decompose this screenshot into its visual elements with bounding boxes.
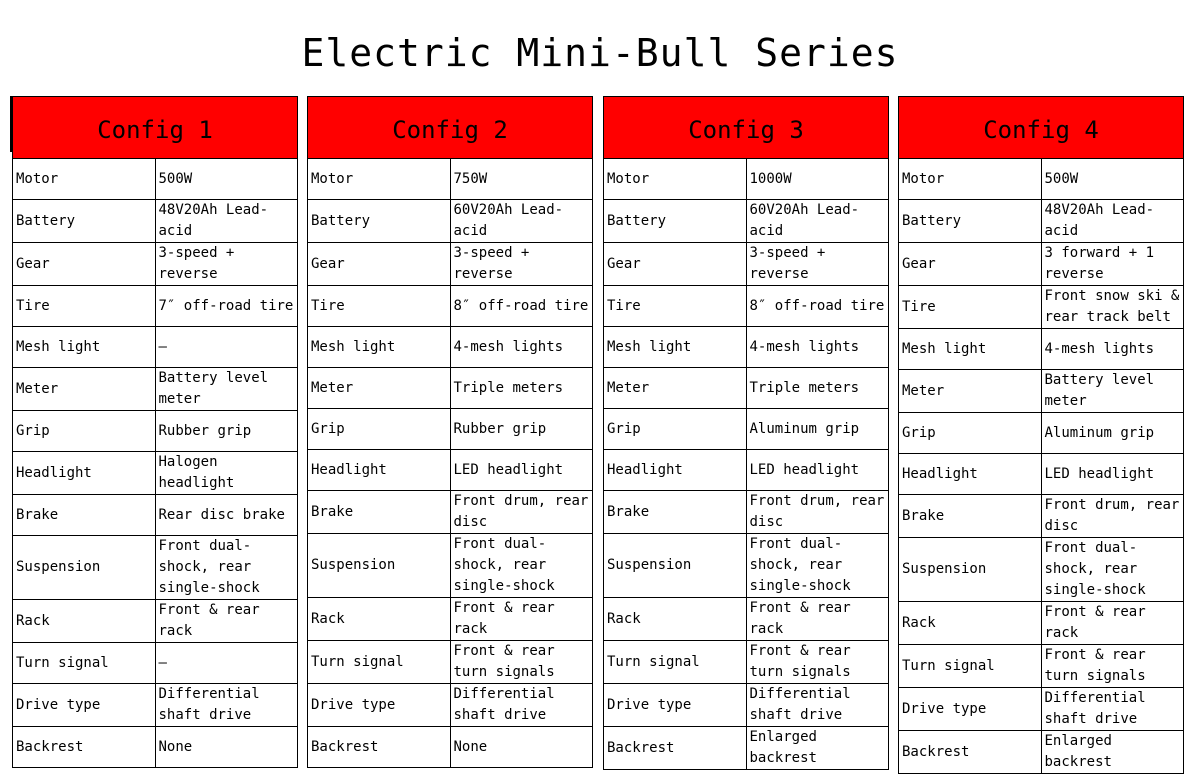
spec-label-cell: Suspension (13, 536, 156, 600)
spec-value-cell: Front drum, rear disc (746, 491, 889, 534)
spec-label-cell: Meter (308, 368, 451, 409)
page-title: Electric Mini-Bull Series (301, 31, 899, 75)
table-row (899, 495, 1184, 538)
spec-label-cell: Drive type (13, 684, 156, 727)
spec-label-cell: Brake (308, 491, 451, 534)
table-row (899, 329, 1184, 370)
spec-value-cell: Front drum, rear disc (450, 491, 593, 534)
table-row (899, 286, 1184, 329)
spec-value-cell: 7″ off-road tire (155, 286, 298, 327)
spec-label-cell: Headlight (604, 450, 747, 491)
spec-label-cell: Gear (899, 243, 1042, 286)
table-row (899, 688, 1184, 731)
table-row (13, 411, 298, 452)
spec-label-cell: Backrest (899, 731, 1042, 774)
spec-value-cell: Rubber grip (155, 411, 298, 452)
table-row (13, 452, 298, 495)
spec-value-cell: 48V20Ah Lead-acid (1041, 200, 1184, 243)
spec-label-cell: Gear (604, 243, 747, 286)
spec-label-cell: Drive type (899, 688, 1042, 731)
table-row (604, 327, 889, 368)
spec-label-cell: Motor (13, 159, 156, 200)
table-row (308, 286, 593, 327)
spec-label-cell: Drive type (308, 684, 451, 727)
spec-label-cell: Suspension (899, 538, 1042, 602)
spec-label-cell: Mesh light (604, 327, 747, 368)
spec-value-cell: 60V20Ah Lead-acid (450, 200, 593, 243)
spec-value-cell: 4-mesh lights (1041, 329, 1184, 370)
spec-label-cell: Meter (899, 370, 1042, 413)
spec-value-cell: Front & rear rack (746, 598, 889, 641)
spec-label-cell: Motor (899, 159, 1042, 200)
spec-value-cell: Aluminum grip (746, 409, 889, 450)
spec-value-cell: 48V20Ah Lead-acid (155, 200, 298, 243)
spec-label-cell: Drive type (604, 684, 747, 727)
spec-label-cell: Rack (899, 602, 1042, 645)
table-row (899, 731, 1184, 774)
table-row (604, 159, 889, 200)
table-row (308, 159, 593, 200)
table-row (13, 643, 298, 684)
spec-value-cell: Front & rear rack (155, 600, 298, 643)
spec-value-cell: Differential shaft drive (1041, 688, 1184, 731)
table-row (604, 286, 889, 327)
spec-label-cell: Backrest (604, 727, 747, 770)
spec-label-cell: Motor (604, 159, 747, 200)
spec-label-cell: Grip (13, 411, 156, 452)
table-row (13, 200, 298, 243)
table-row (899, 413, 1184, 454)
spec-value-cell: Front & rear rack (450, 598, 593, 641)
spec-label-cell: Tire (308, 286, 451, 327)
config-table-3 (603, 96, 889, 770)
spec-label-cell: Battery (604, 200, 747, 243)
config-header: Config 2 (308, 97, 593, 159)
table-row (13, 327, 298, 368)
spec-label-cell: Rack (308, 598, 451, 641)
spec-label-cell: Meter (604, 368, 747, 409)
spec-label-cell: Brake (13, 495, 156, 536)
table-row (13, 727, 298, 768)
spec-label-cell: Brake (604, 491, 747, 534)
table-row (899, 645, 1184, 688)
spec-label-cell: Turn signal (604, 641, 747, 684)
spec-label-cell: Gear (13, 243, 156, 286)
table-row (308, 243, 593, 286)
table-row (308, 598, 593, 641)
spec-value-cell: 3 forward + 1 reverse (1041, 243, 1184, 286)
spec-value-cell: None (450, 727, 593, 768)
spec-value-cell: Halogen headlight (155, 452, 298, 495)
table-row (308, 534, 593, 598)
spec-value-cell: Differential shaft drive (746, 684, 889, 727)
table-row (308, 450, 593, 491)
spec-value-cell: 4-mesh lights (450, 327, 593, 368)
spec-value-cell: Front dual-shock, rear single-shock (1041, 538, 1184, 602)
spec-label-cell: Grip (308, 409, 451, 450)
table-row (308, 368, 593, 409)
table-row (13, 286, 298, 327)
table-row (13, 368, 298, 411)
spec-value-cell: Enlarged backrest (1041, 731, 1184, 774)
spec-value-cell: Aluminum grip (1041, 413, 1184, 454)
spec-value-cell: 500W (155, 159, 298, 200)
table-row (604, 727, 889, 770)
spec-value-cell: — (155, 643, 298, 684)
spec-label-cell: Tire (899, 286, 1042, 329)
spec-label-cell: Suspension (308, 534, 451, 598)
table-row (604, 684, 889, 727)
table-row (899, 159, 1184, 200)
table-row (604, 368, 889, 409)
spec-label-cell: Turn signal (899, 645, 1042, 688)
table-row (13, 159, 298, 200)
spec-value-cell: Rear disc brake (155, 495, 298, 536)
spec-value-cell: Front & rear turn signals (746, 641, 889, 684)
table-row (604, 200, 889, 243)
spec-label-cell: Motor (308, 159, 451, 200)
spec-label-cell: Headlight (308, 450, 451, 491)
spec-label-cell: Turn signal (13, 643, 156, 684)
spec-label-cell: Meter (13, 368, 156, 411)
table-row (604, 491, 889, 534)
spec-value-cell: 3-speed + reverse (155, 243, 298, 286)
spec-label-cell: Rack (13, 600, 156, 643)
spec-label-cell: Battery (13, 200, 156, 243)
spec-value-cell: Front dual-shock, rear single-shock (450, 534, 593, 598)
spec-value-cell: Triple meters (450, 368, 593, 409)
table-row (13, 684, 298, 727)
table-row (308, 641, 593, 684)
spec-value-cell: Battery level meter (1041, 370, 1184, 413)
table-row (308, 491, 593, 534)
spec-label-cell: Backrest (13, 727, 156, 768)
spec-label-cell: Tire (13, 286, 156, 327)
spec-value-cell: Front & rear rack (1041, 602, 1184, 645)
spec-value-cell: 1000W (746, 159, 889, 200)
table-row (899, 538, 1184, 602)
table-row (13, 600, 298, 643)
table-row (899, 454, 1184, 495)
spec-value-cell: 60V20Ah Lead-acid (746, 200, 889, 243)
table-row (899, 602, 1184, 645)
spec-label-cell: Brake (899, 495, 1042, 538)
spec-label-cell: Rack (604, 598, 747, 641)
table-row (899, 243, 1184, 286)
table-row (308, 200, 593, 243)
table-row (604, 534, 889, 598)
table-row (13, 495, 298, 536)
table-row (13, 536, 298, 600)
spec-value-cell: Front dual-shock, rear single-shock (155, 536, 298, 600)
spec-value-cell: 500W (1041, 159, 1184, 200)
spec-value-cell: Rubber grip (450, 409, 593, 450)
spec-label-cell: Turn signal (308, 641, 451, 684)
spec-label-cell: Battery (899, 200, 1042, 243)
spec-value-cell: 3-speed + reverse (450, 243, 593, 286)
spec-value-cell: 8″ off-road tire (450, 286, 593, 327)
table-row (308, 684, 593, 727)
spec-value-cell: Enlarged backrest (746, 727, 889, 770)
spec-value-cell: 4-mesh lights (746, 327, 889, 368)
spec-label-cell: Mesh light (308, 327, 451, 368)
config-table-1 (12, 96, 298, 768)
table-row (604, 450, 889, 491)
spec-value-cell: 750W (450, 159, 593, 200)
spec-label-cell: Grip (899, 413, 1042, 454)
spec-value-cell: LED headlight (450, 450, 593, 491)
spec-label-cell: Grip (604, 409, 747, 450)
spec-value-cell: 8″ off-road tire (746, 286, 889, 327)
spec-label-cell: Headlight (13, 452, 156, 495)
config-header: Config 4 (899, 97, 1184, 159)
spec-label-cell: Mesh light (899, 329, 1042, 370)
config-table-2 (307, 96, 593, 768)
spec-value-cell: Front drum, rear disc (1041, 495, 1184, 538)
table-row (308, 327, 593, 368)
table-row (308, 727, 593, 768)
spec-value-cell: None (155, 727, 298, 768)
spec-value-cell: Front & rear turn signals (450, 641, 593, 684)
spec-value-cell: LED headlight (746, 450, 889, 491)
table-row (899, 370, 1184, 413)
table-row (604, 641, 889, 684)
table-row (604, 409, 889, 450)
spec-value-cell: LED headlight (1041, 454, 1184, 495)
spec-value-cell: Front dual-shock, rear single-shock (746, 534, 889, 598)
spec-value-cell: 3-speed + reverse (746, 243, 889, 286)
spec-value-cell: Battery level meter (155, 368, 298, 411)
spec-value-cell: Differential shaft drive (450, 684, 593, 727)
table-row (899, 200, 1184, 243)
spec-label-cell: Headlight (899, 454, 1042, 495)
spec-label-cell: Suspension (604, 534, 747, 598)
spec-value-cell: Front & rear turn signals (1041, 645, 1184, 688)
config-header: Config 3 (604, 97, 889, 159)
config-table-4 (898, 96, 1184, 774)
spec-value-cell: Front snow ski & rear track belt (1041, 286, 1184, 329)
table-row (604, 598, 889, 641)
spec-label-cell: Tire (604, 286, 747, 327)
spec-value-cell: Differential shaft drive (155, 684, 298, 727)
table-row (604, 243, 889, 286)
spec-label-cell: Battery (308, 200, 451, 243)
spec-value-cell: — (155, 327, 298, 368)
spec-label-cell: Mesh light (13, 327, 156, 368)
spec-value-cell: Triple meters (746, 368, 889, 409)
spec-label-cell: Backrest (308, 727, 451, 768)
table-row (13, 243, 298, 286)
spec-label-cell: Gear (308, 243, 451, 286)
table-row (308, 409, 593, 450)
config-header: Config 1 (13, 97, 298, 159)
